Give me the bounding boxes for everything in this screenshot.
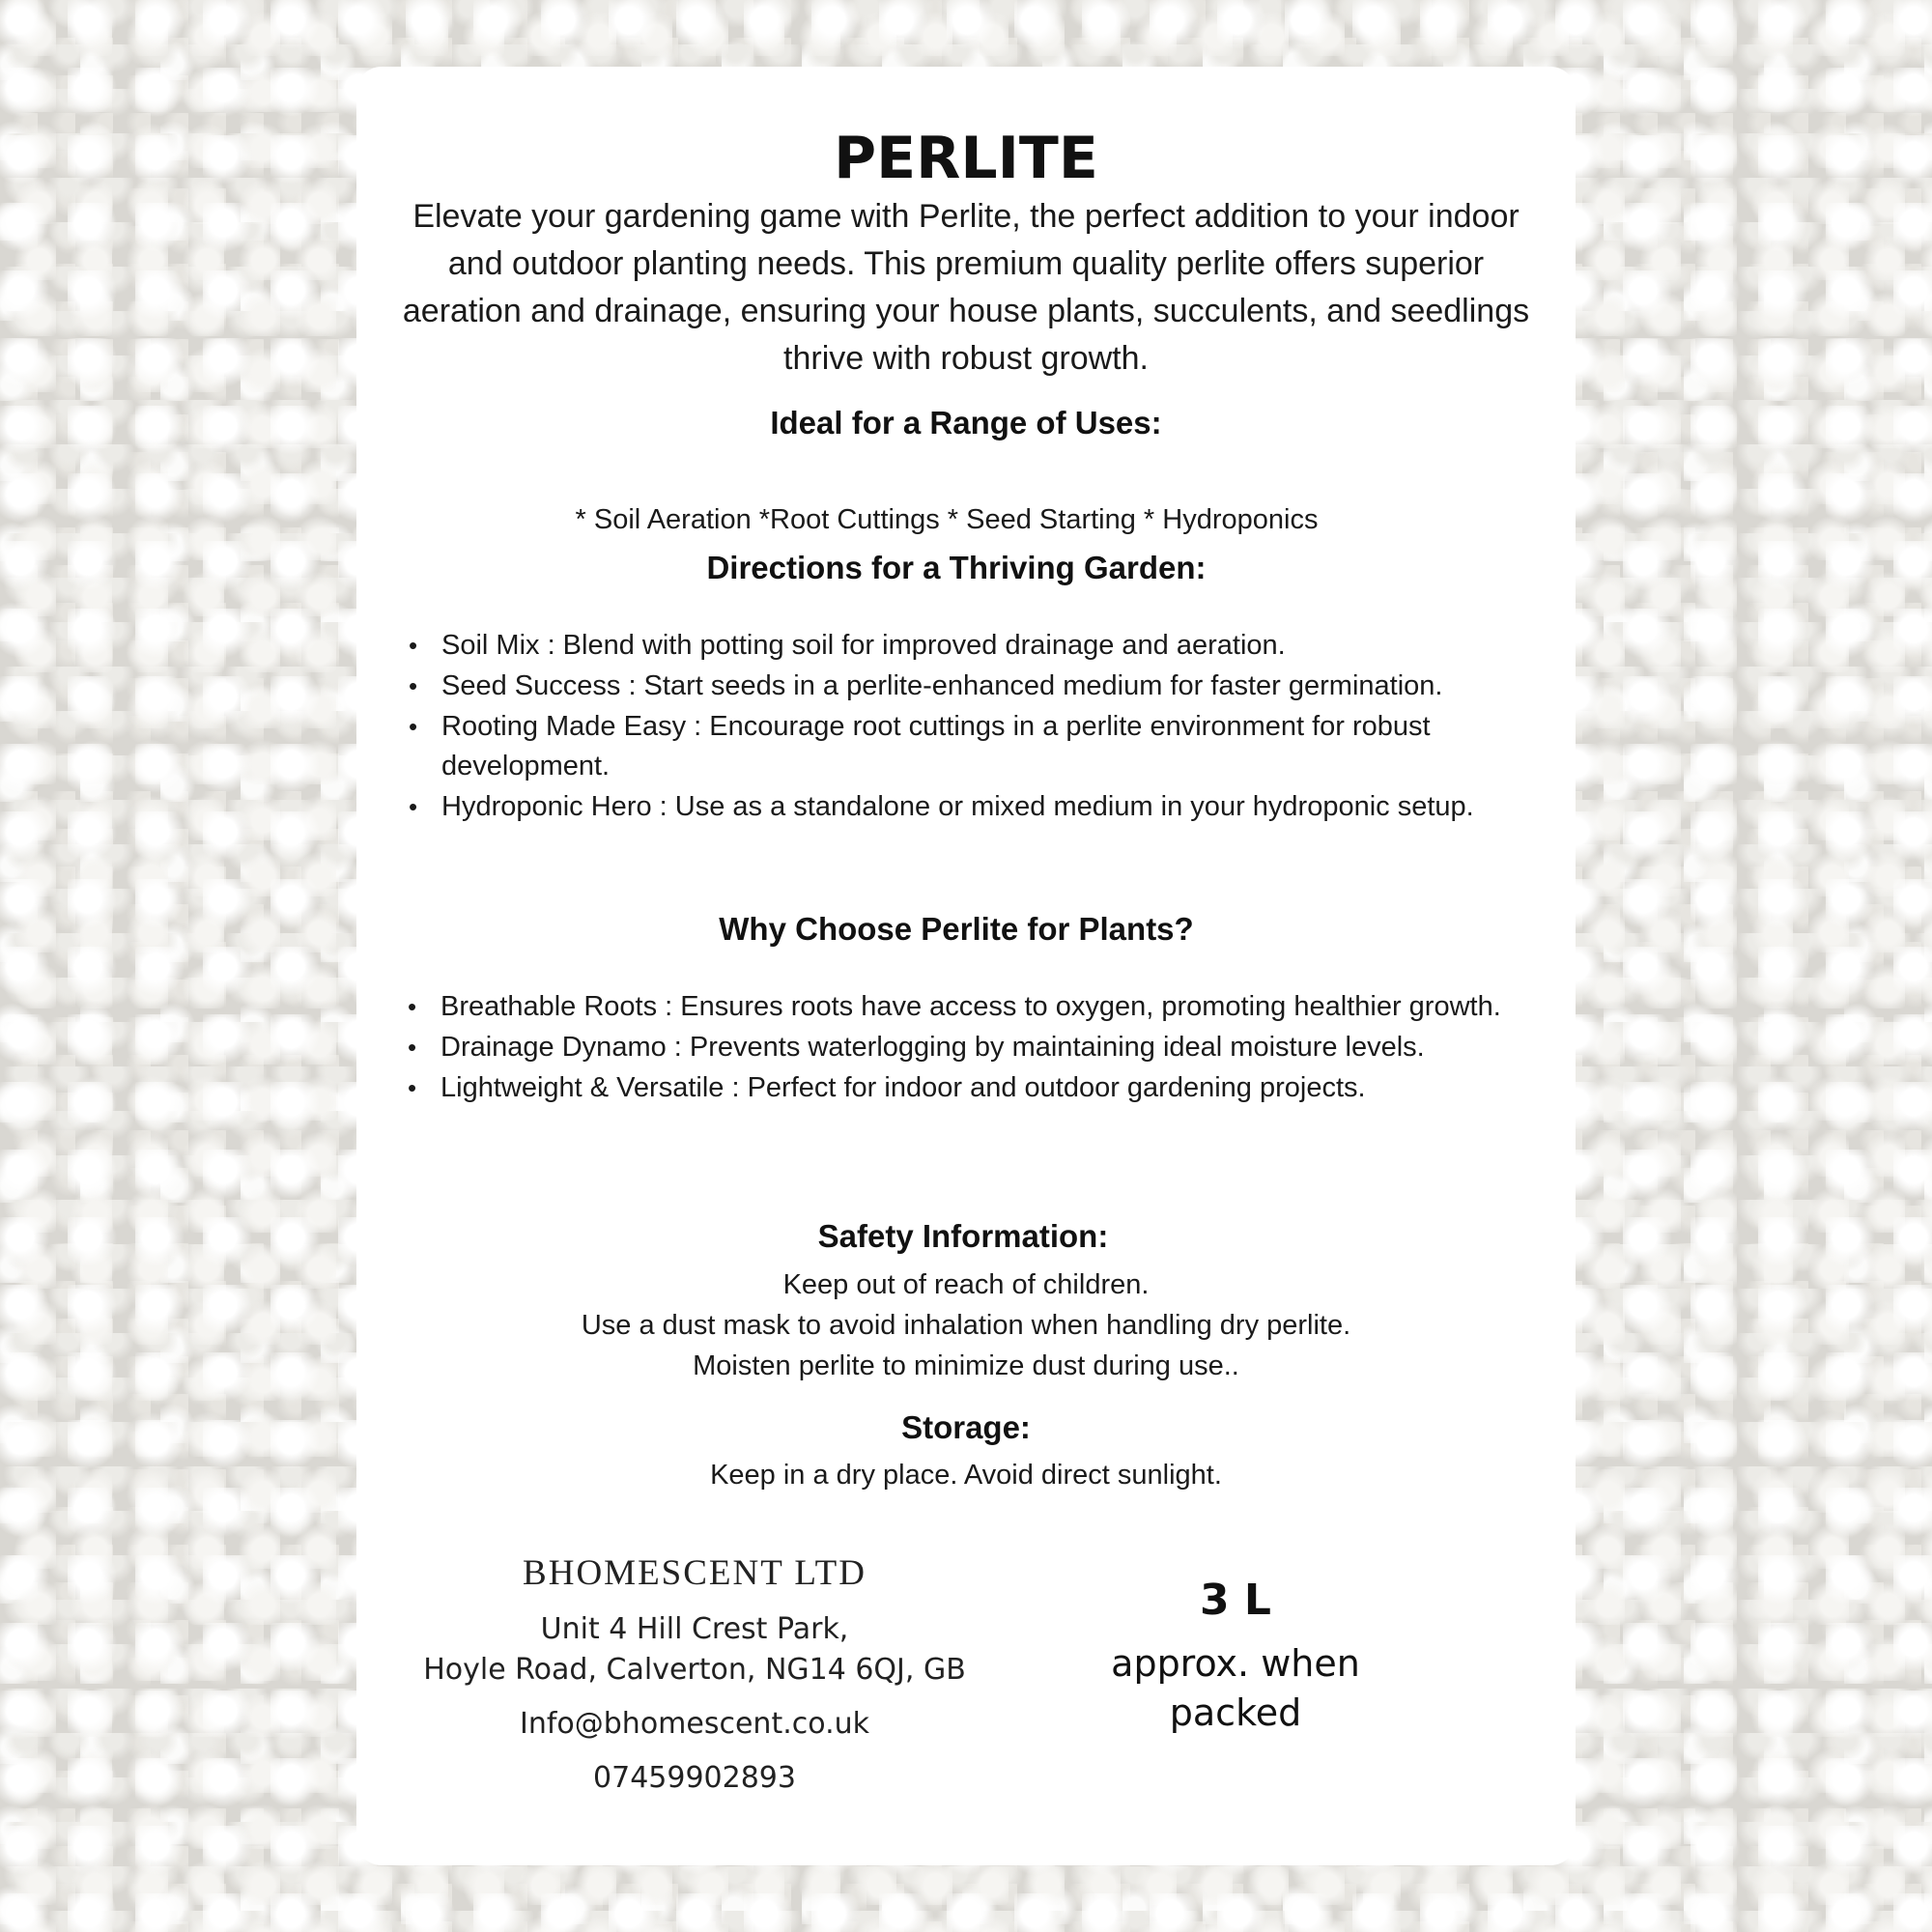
company-address bbox=[414, 1609, 975, 1690]
intro-paragraph: Elevate your gardening game with Perlite, the perfect addition to your indoor and outdoor planting needs. This premium quality perlite offers superior aeration and drainage, ensuring your house plants, succulents, and seedlings thrive with robust growth. bbox=[402, 198, 1530, 377]
company-email: Info@bhomescent.co.uk bbox=[519, 1707, 869, 1741]
list-item: • Soil Mix : Blend with potting soil for improved drainage and aeration. bbox=[441, 626, 1523, 666]
list-item: • Breathable Roots : Ensures roots have access to oxygen, promoting healthier growth. bbox=[440, 987, 1522, 1027]
storage-text: Keep in a dry place. Avoid direct sunlight. bbox=[710, 1460, 1222, 1491]
list-item: • Drainage Dynamo : Prevents waterlogging by maintaining ideal moisture levels. bbox=[440, 1028, 1522, 1067]
list-item: • Rooting Made Easy : Encourage root cuttings in a perlite environment for robust development. bbox=[441, 707, 1523, 786]
why-list bbox=[440, 987, 1522, 1109]
uses-list: * Soil Aeration *Root Cuttings * Seed Starting * Hydroponics bbox=[575, 504, 1319, 535]
list-item: • Seed Success : Start seeds in a perlite-enhanced medium for faster germination. bbox=[441, 667, 1523, 706]
safety-line: Keep out of reach of children. bbox=[782, 1269, 1150, 1300]
why-heading: Why Choose Perlite for Plants? bbox=[719, 911, 1194, 947]
directions-heading: Directions for a Thriving Garden: bbox=[706, 550, 1207, 585]
list-item: • Hydroponic Hero : Use as a standalone or mixed medium in your hydroponic setup. bbox=[441, 787, 1523, 827]
product-title: PERLITE bbox=[834, 125, 1098, 192]
company-name: BHOMESCENT LTD bbox=[523, 1553, 867, 1593]
volume-note-line: packed bbox=[1169, 1691, 1302, 1734]
safety-line: Use a dust mask to avoid inhalation when handling dry perlite. bbox=[581, 1310, 1351, 1341]
list-item: • Lightweight & Versatile : Perfect for indoor and outdoor gardening projects. bbox=[440, 1068, 1522, 1108]
storage-heading: Storage: bbox=[901, 1409, 1031, 1445]
address-line: Hoyle Road, Calverton, NG14 6QJ, GB bbox=[423, 1653, 966, 1687]
safety-heading: Safety Information: bbox=[817, 1218, 1109, 1254]
company-phone: 07459902893 bbox=[593, 1761, 796, 1795]
uses-heading: Ideal for a Range of Uses: bbox=[770, 405, 1162, 440]
volume-amount: 3 L bbox=[1200, 1576, 1271, 1625]
directions-list bbox=[441, 626, 1523, 828]
volume-note bbox=[1091, 1639, 1380, 1738]
safety-line: Moisten perlite to minimize dust during use.. bbox=[693, 1350, 1239, 1381]
volume-note-line: approx. when bbox=[1111, 1642, 1360, 1685]
label-card bbox=[356, 67, 1576, 1865]
address-line: Unit 4 Hill Crest Park, bbox=[540, 1612, 849, 1646]
